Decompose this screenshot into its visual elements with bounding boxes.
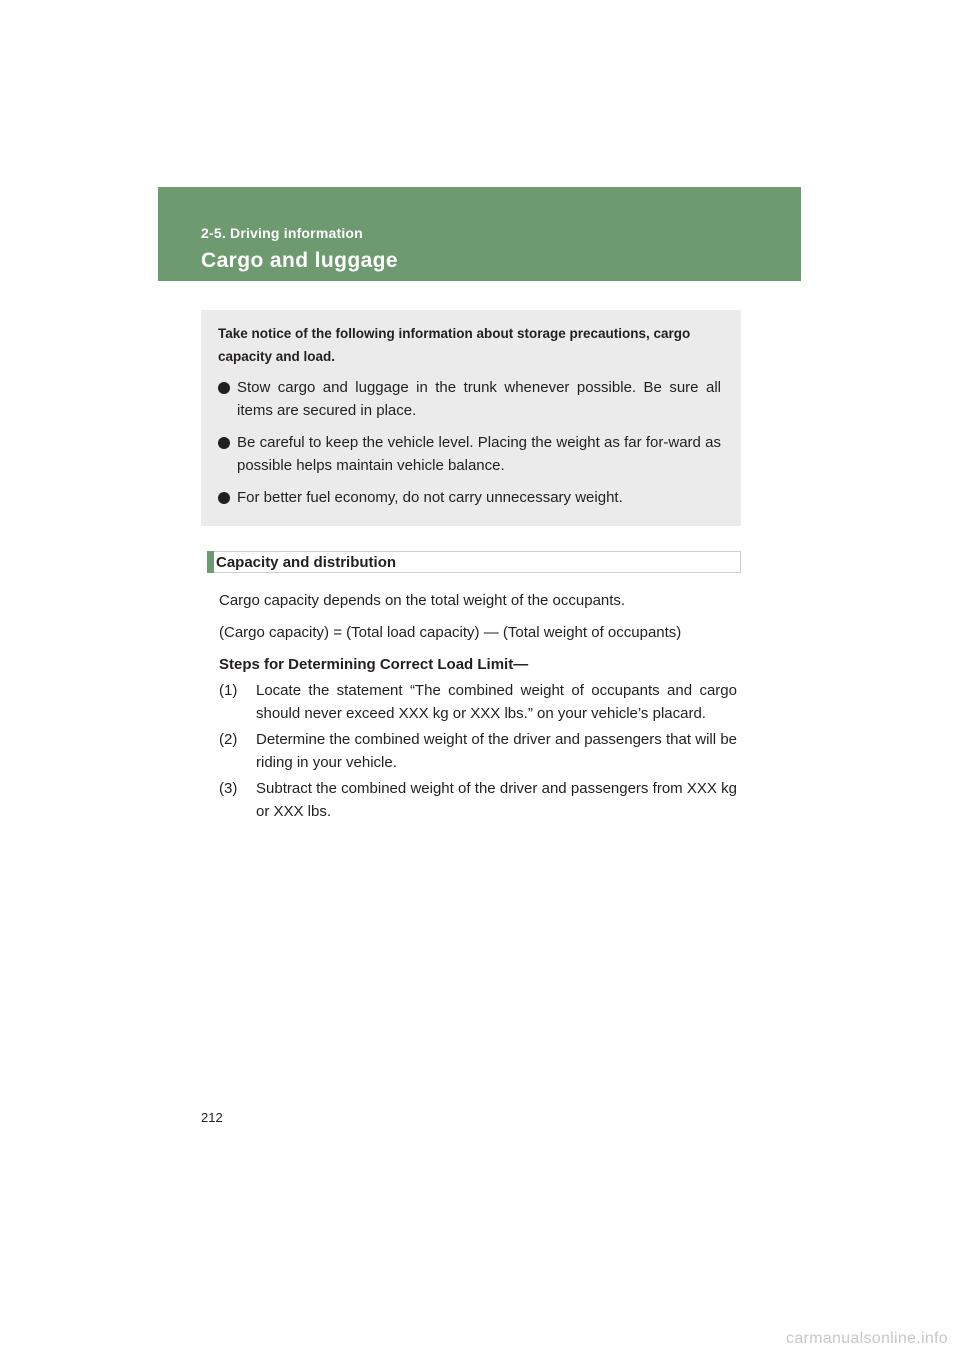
bullet-icon xyxy=(218,437,230,449)
capacity-paragraph: Cargo capacity depends on the total weight of the occupants. xyxy=(219,592,626,609)
step-item xyxy=(219,728,737,774)
step-number: (2) xyxy=(219,731,238,748)
capacity-subheading xyxy=(207,551,741,573)
notice-box xyxy=(201,310,741,526)
bullet-icon xyxy=(218,492,230,504)
capacity-formula: (Cargo capacity) = (Total load capacity) — (Total weight of occupants) xyxy=(219,624,682,641)
notice-bullet xyxy=(218,486,721,509)
notice-intro: Take notice of the following information about storage precautions, cargo capacity and load. xyxy=(218,326,691,364)
page-title: Cargo and luggage xyxy=(201,249,398,272)
step-item xyxy=(219,777,737,823)
step-text: Locate the statement “The combined weight of occupants and cargo should never exceed XXX kg or XXX lbs.” on your vehicle’s placard. xyxy=(256,682,737,722)
subheading-accent-bar xyxy=(207,551,214,573)
step-text: Determine the combined weight of the driver and passengers that will be riding in your vehicle. xyxy=(256,731,737,771)
section-header xyxy=(158,187,801,281)
step-text: Subtract the combined weight of the driver and passengers from XXX kg or XXX lbs. xyxy=(256,780,737,820)
bullet-text: For better fuel economy, do not carry unnecessary weight. xyxy=(237,489,623,506)
page-number: 212 xyxy=(201,1110,223,1125)
watermark: carmanualsonline.info xyxy=(786,1330,948,1347)
notice-bullet xyxy=(218,431,721,477)
step-number: (3) xyxy=(219,780,238,797)
steps-heading: Steps for Determining Correct Load Limit— xyxy=(219,656,529,673)
subheading-text: Capacity and distribution xyxy=(216,554,397,571)
section-label: 2-5. Driving information xyxy=(201,225,363,241)
bullet-text: Stow cargo and luggage in the trunk whenever possible. Be sure all items are secured in place. xyxy=(237,379,721,419)
step-item xyxy=(219,679,737,725)
bullet-text: Be careful to keep the vehicle level. Placing the weight as far for-ward as possible helps maintain vehicle balance. xyxy=(237,434,721,474)
notice-bullet xyxy=(218,376,721,422)
step-number: (1) xyxy=(219,682,238,699)
capacity-body xyxy=(219,589,737,826)
bullet-icon xyxy=(218,382,230,394)
